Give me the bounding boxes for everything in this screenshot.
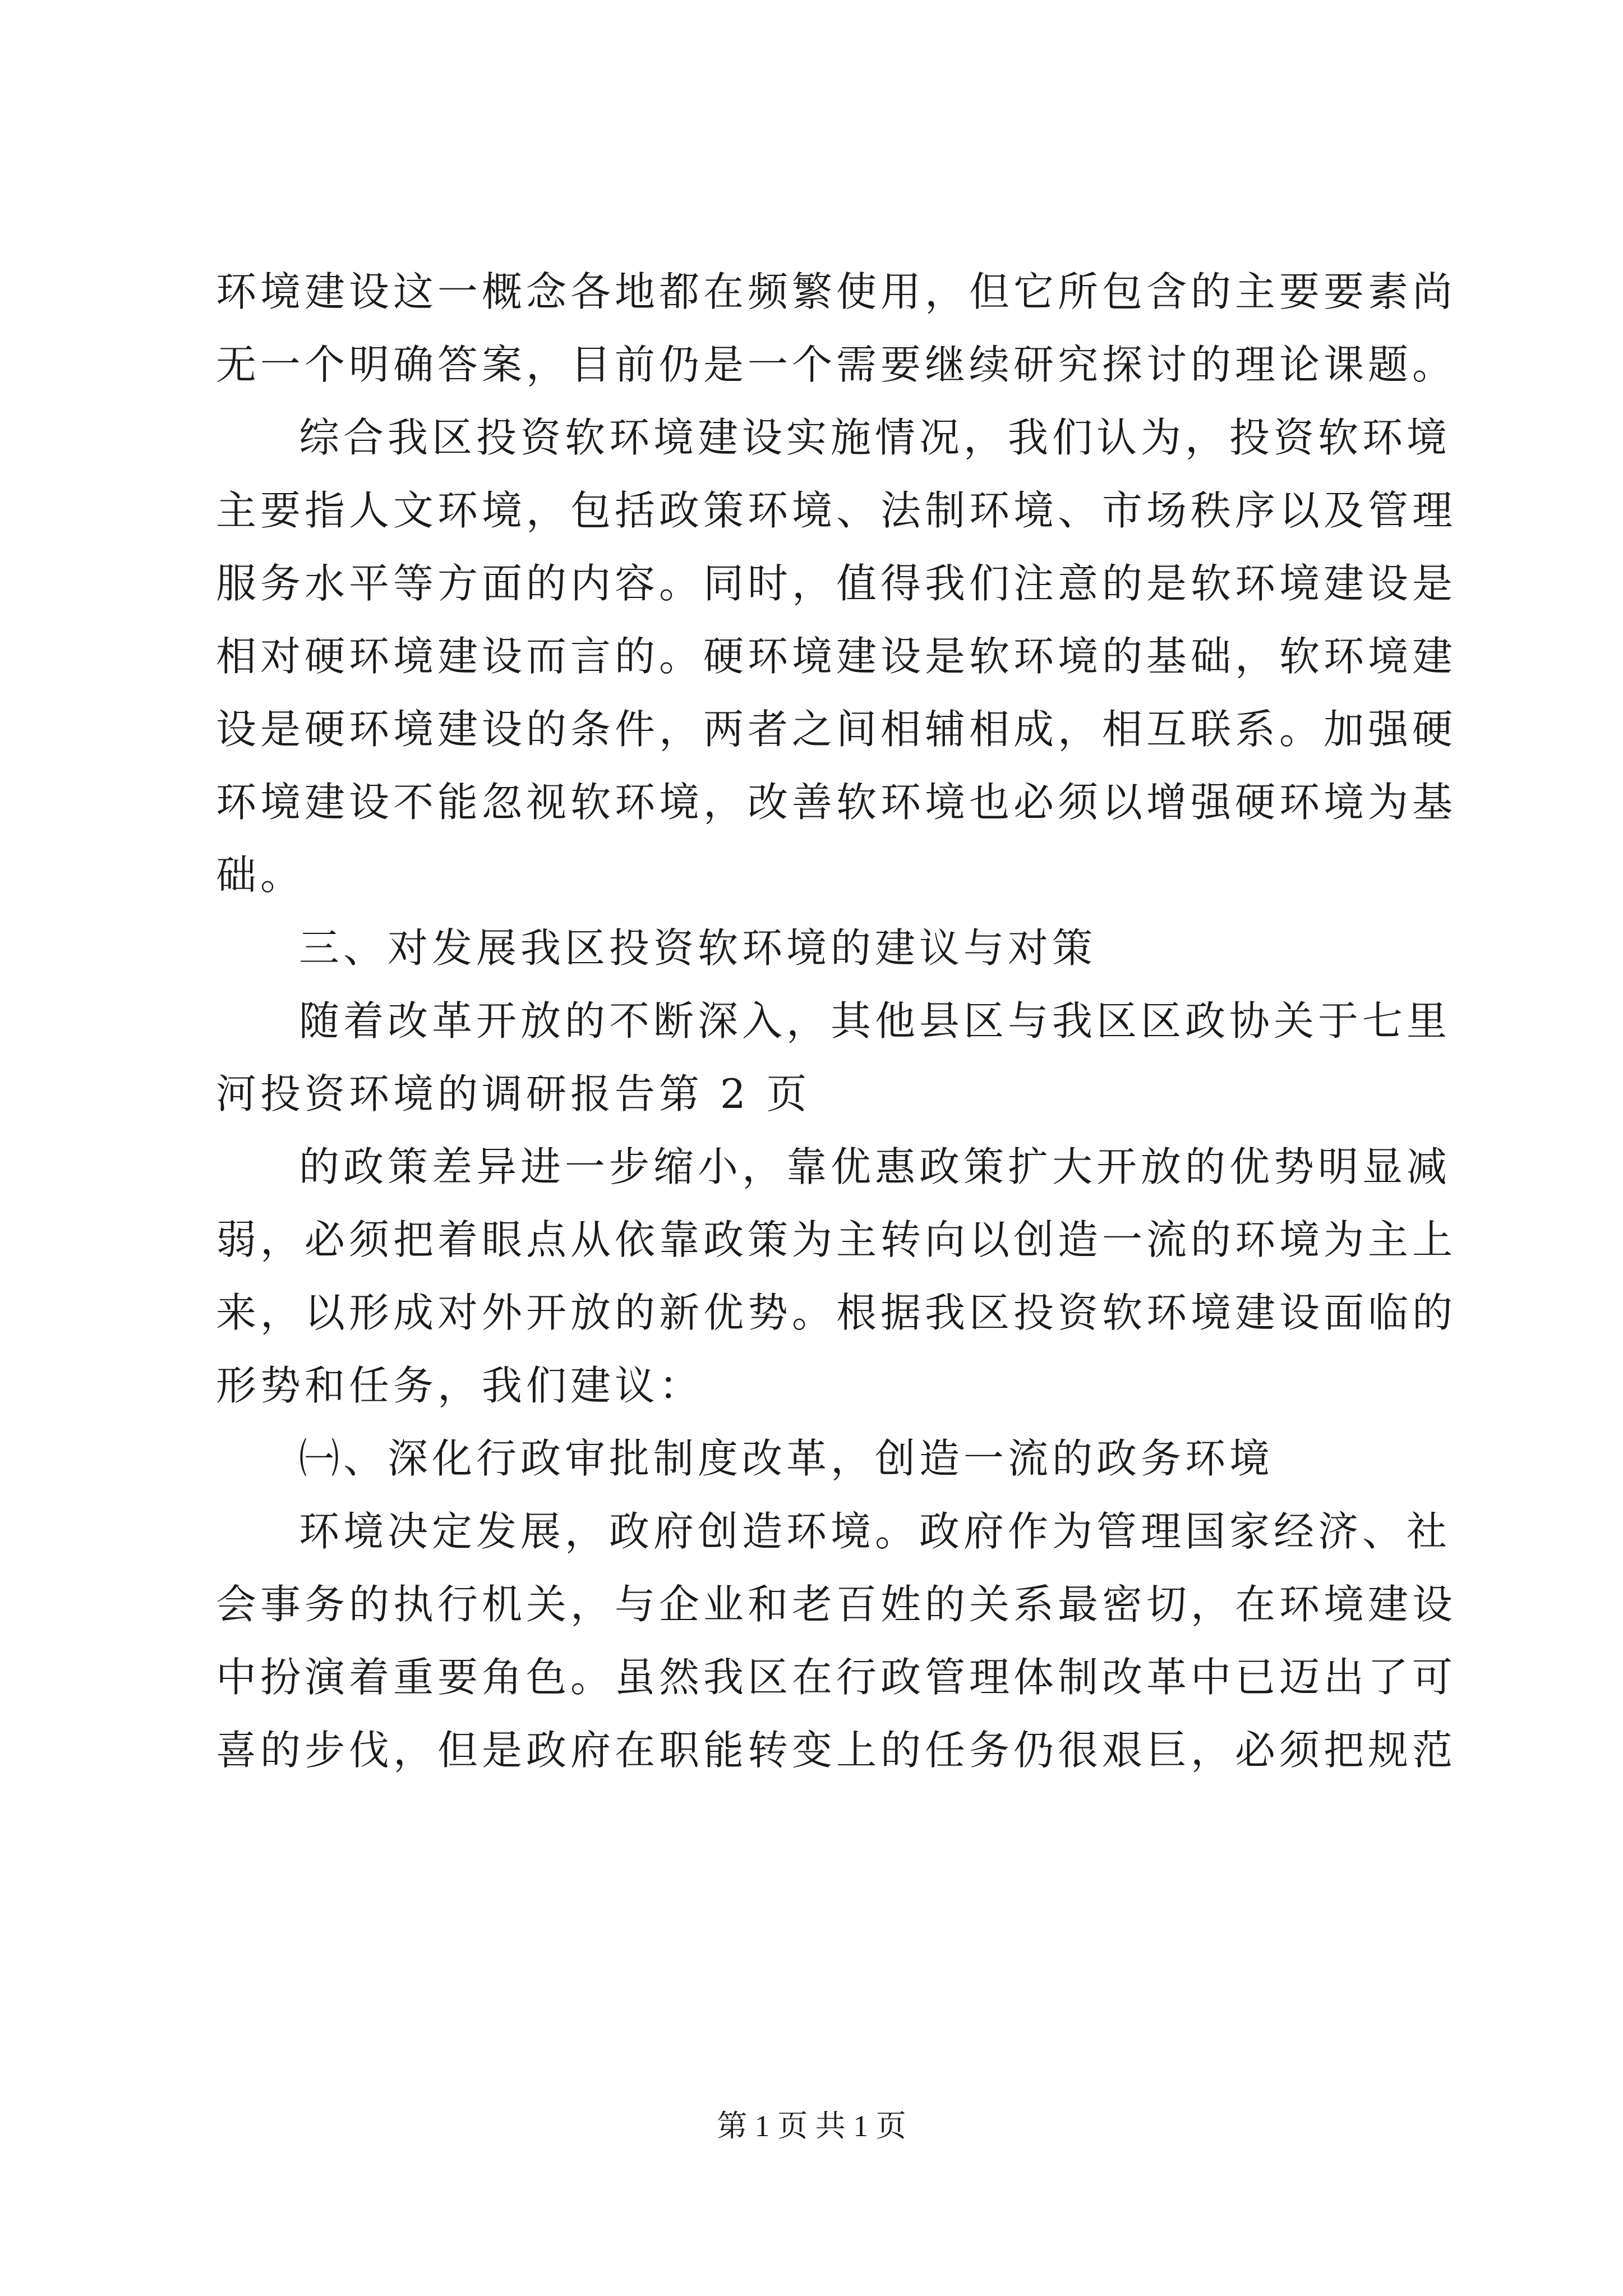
text-line: 综合我区投资软环境建设实施情况，我们认为，投资软环境	[299, 414, 1451, 461]
text-line: 础。	[216, 852, 305, 899]
text-line: 形势和任务，我们建议：	[216, 1362, 704, 1409]
text-line: 设是硬环境建设的条件，两者之间相辅相成，相互联系。加强硬	[216, 706, 1457, 753]
text-line: 环境建设这一概念各地都在频繁使用，但它所包含的主要要素尚	[216, 268, 1457, 315]
document-body	[216, 255, 1457, 1787]
subsection-heading: ㈠、深化行政审批制度改革，创造一流的政务环境	[299, 1435, 1274, 1482]
text-line: 服务水平等方面的内容。同时，值得我们注意的是软环境建设是	[216, 560, 1457, 607]
text-line: 弱，必须把着眼点从依靠政策为主转向以创造一流的环境为主上	[216, 1216, 1457, 1263]
text-line: 随着改革开放的不断深入，其他县区与我区区政协关于七里	[299, 997, 1451, 1045]
text-line: 的政策差异进一步缩小，靠优惠政策扩大开放的优势明显减	[299, 1143, 1451, 1190]
text-line: 河投资环境的调研报告第 2 页	[216, 1070, 811, 1117]
text-line: 无一个明确答案，目前仍是一个需要继续研究探讨的理论课题。	[216, 341, 1457, 388]
page-footer: 第 1 页 共 1 页	[717, 2109, 906, 2143]
text-line: 中扮演着重要角色。虽然我区在行政管理体制改革中已迈出了可	[216, 1654, 1457, 1701]
text-line: 喜的步伐，但是政府在职能转变上的任务仍很艰巨，必须把规范	[216, 1727, 1457, 1774]
text-line: 环境建设不能忽视软环境，改善软环境也必须以增强硬环境为基	[216, 779, 1457, 826]
section-heading: 三、对发展我区投资软环境的建议与对策	[299, 924, 1097, 972]
text-line: 环境决定发展，政府创造环境。政府作为管理国家经济、社	[299, 1508, 1451, 1555]
text-line: 会事务的执行机关，与企业和老百姓的关系最密切，在环境建设	[216, 1581, 1457, 1628]
text-line: 主要指人文环境，包括政策环境、法制环境、市场秩序以及管理	[216, 487, 1457, 534]
text-line: 来，以形成对外开放的新优势。根据我区投资软环境建设面临的	[216, 1289, 1457, 1336]
text-line: 相对硬环境建设而言的。硬环境建设是软环境的基础，软环境建	[216, 633, 1457, 680]
